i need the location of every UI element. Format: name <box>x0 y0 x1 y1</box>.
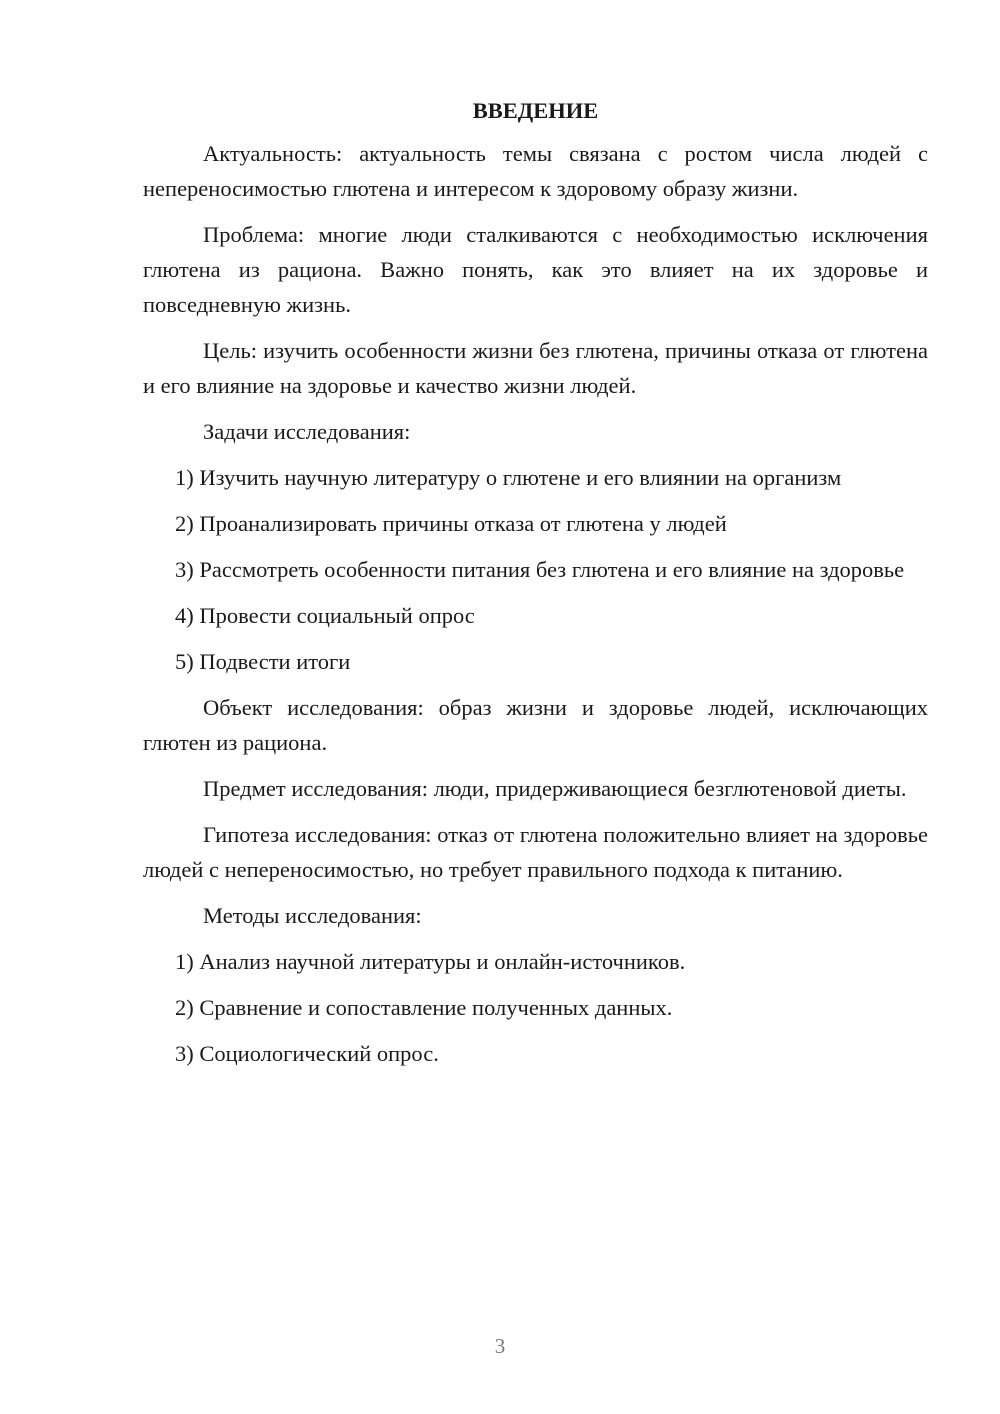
task-item: 1) Изучить научную литературу о глютене и его влиянии на организм <box>175 465 842 490</box>
section-title: ВВЕДЕНИЕ <box>472 98 599 123</box>
task-item: 2) Проанализировать причины отказа от глютена у людей <box>175 511 727 536</box>
relevance-paragraph: Актуальность: актуальность темы связана с ростом числа людей с непереносимостью глютена и интересом к здоровому образу жизни. <box>143 141 928 201</box>
tasks-heading: Задачи исследования: <box>203 419 411 444</box>
method-item: 2) Сравнение и сопоставление полученных данных. <box>175 995 673 1020</box>
subject-paragraph: Предмет исследования: люди, придерживающиеся безглютеновой диеты. <box>203 776 907 801</box>
task-item: 3) Рассмотреть особенности питания без глютена и его влияние на здоровье <box>175 557 905 582</box>
hypothesis-paragraph: Гипотеза исследования: отказ от глютена положительно влияет на здоровье людей с непереносимостью, но требует правильного подхода к питанию. <box>143 822 928 882</box>
page-number: 3 <box>494 1334 506 1358</box>
method-item: 1) Анализ научной литературы и онлайн-источников. <box>175 949 686 974</box>
task-item: 5) Подвести итоги <box>175 649 351 674</box>
methods-heading: Методы исследования: <box>203 903 422 928</box>
page-body <box>143 96 928 1082</box>
task-item: 4) Провести социальный опрос <box>175 603 475 628</box>
problem-paragraph: Проблема: многие люди сталкиваются с необходимостью исключения глютена из рациона. Важно понять, как это влияет на их здоровье и повседневную жизнь. <box>143 222 928 317</box>
goal-paragraph: Цель: изучить особенности жизни без глютена, причины отказа от глютена и его влияние на здоровье и качество жизни людей. <box>143 338 928 398</box>
object-paragraph: Объект исследования: образ жизни и здоровье людей, исключающих глютен из рациона. <box>143 695 928 755</box>
method-item: 3) Социологический опрос. <box>175 1041 439 1066</box>
